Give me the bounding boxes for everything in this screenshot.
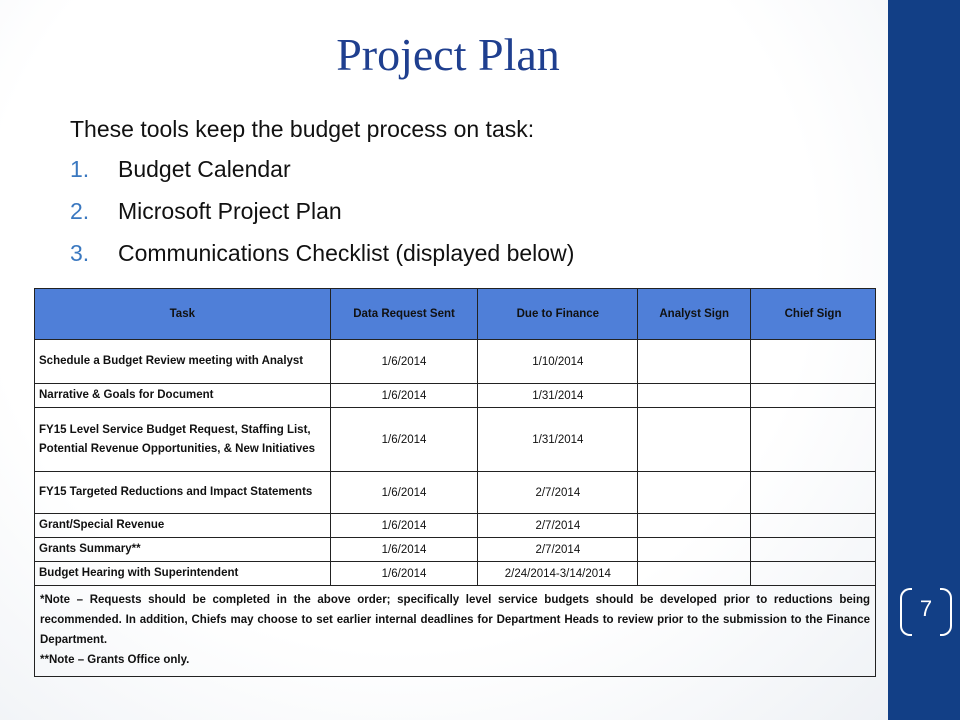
table-row bbox=[35, 538, 876, 562]
analyst-sign-cell bbox=[638, 384, 751, 408]
chief-sign-cell bbox=[751, 514, 876, 538]
footnote-order: *Note – Requests should be completed in the above order; specifically level service budgets should be developed prior to reductions being recommended. In addition, Chiefs may choose to set earlier internal deadlines for Department Heads to review prior to the submission to the Finance Department. bbox=[40, 594, 870, 646]
page-number-badge bbox=[900, 588, 952, 634]
due-cell: 2/24/2014-3/14/2014 bbox=[478, 562, 638, 586]
analyst-sign-cell bbox=[638, 408, 751, 472]
tool-number: 3. bbox=[70, 240, 90, 266]
due-cell: 2/7/2014 bbox=[478, 472, 638, 514]
sent-cell: 1/6/2014 bbox=[330, 562, 478, 586]
due-cell: 1/31/2014 bbox=[478, 408, 638, 472]
chief-sign-cell bbox=[751, 562, 876, 586]
tool-item bbox=[70, 154, 574, 196]
header-task: Task bbox=[35, 289, 331, 340]
right-bracket-icon bbox=[940, 588, 952, 636]
due-cell: 2/7/2014 bbox=[478, 514, 638, 538]
slide-title: Project Plan bbox=[336, 29, 560, 80]
sent-cell: 1/6/2014 bbox=[330, 408, 478, 472]
header-data-request-sent: Data Request Sent bbox=[330, 289, 478, 340]
sent-cell: 1/6/2014 bbox=[330, 384, 478, 408]
task-cell: Grant/Special Revenue bbox=[35, 514, 331, 538]
task-cell: Grants Summary** bbox=[35, 538, 331, 562]
task-cell: FY15 Targeted Reductions and Impact Statements bbox=[35, 472, 331, 514]
task-cell: FY15 Level Service Budget Request, Staffing List, Potential Revenue Opportunities, & New Initiatives bbox=[35, 408, 331, 472]
analyst-sign-cell bbox=[638, 538, 751, 562]
page-number: 7 bbox=[919, 596, 933, 621]
sent-cell: 1/6/2014 bbox=[330, 514, 478, 538]
table-header-row bbox=[35, 289, 876, 340]
task-cell: Schedule a Budget Review meeting with Analyst bbox=[35, 340, 331, 384]
analyst-sign-cell bbox=[638, 340, 751, 384]
tool-label: Communications Checklist (displayed below) bbox=[118, 240, 575, 266]
tool-item bbox=[70, 196, 574, 238]
chief-sign-cell bbox=[751, 340, 876, 384]
sent-cell: 1/6/2014 bbox=[330, 538, 478, 562]
tool-label: Budget Calendar bbox=[118, 156, 291, 182]
header-due-to-finance: Due to Finance bbox=[478, 289, 638, 340]
tools-list bbox=[70, 154, 574, 280]
chief-sign-cell bbox=[751, 538, 876, 562]
analyst-sign-cell bbox=[638, 514, 751, 538]
header-chief-sign: Chief Sign bbox=[751, 289, 876, 340]
table-row bbox=[35, 408, 876, 472]
table-row bbox=[35, 562, 876, 586]
chief-sign-cell bbox=[751, 408, 876, 472]
intro-text: These tools keep the budget process on task: bbox=[70, 116, 535, 142]
sent-cell: 1/6/2014 bbox=[330, 340, 478, 384]
task-cell: Budget Hearing with Superintendent bbox=[35, 562, 331, 586]
table-footnote-row bbox=[35, 586, 876, 677]
sent-cell: 1/6/2014 bbox=[330, 472, 478, 514]
header-analyst-sign: Analyst Sign bbox=[638, 289, 751, 340]
footnote-cell bbox=[35, 586, 876, 677]
tool-label: Microsoft Project Plan bbox=[118, 198, 342, 224]
due-cell: 1/31/2014 bbox=[478, 384, 638, 408]
tool-number: 1. bbox=[70, 156, 90, 182]
footnote-grants: **Note – Grants Office only. bbox=[40, 654, 190, 666]
chief-sign-cell bbox=[751, 472, 876, 514]
table-row bbox=[35, 384, 876, 408]
task-cell: Narrative & Goals for Document bbox=[35, 384, 331, 408]
table-row bbox=[35, 340, 876, 384]
analyst-sign-cell bbox=[638, 472, 751, 514]
communications-checklist-table bbox=[34, 288, 876, 677]
table-row bbox=[35, 472, 876, 514]
analyst-sign-cell bbox=[638, 562, 751, 586]
tool-item bbox=[70, 238, 574, 280]
due-cell: 2/7/2014 bbox=[478, 538, 638, 562]
tool-number: 2. bbox=[70, 198, 90, 224]
table-row bbox=[35, 514, 876, 538]
chief-sign-cell bbox=[751, 384, 876, 408]
due-cell: 1/10/2014 bbox=[478, 340, 638, 384]
